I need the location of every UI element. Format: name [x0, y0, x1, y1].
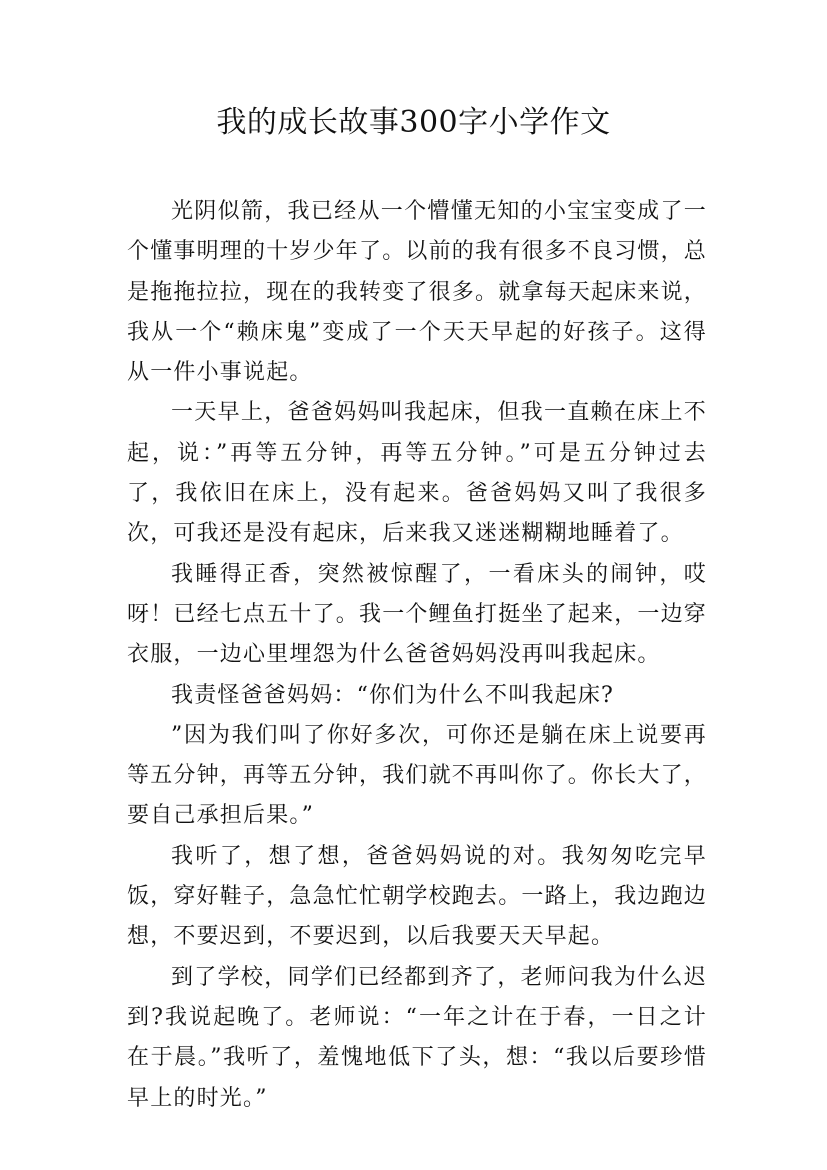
document-title: 我的成长故事300字小学作文	[216, 105, 611, 140]
paragraph: 光阴似箭，我已经从一个懵懂无知的小宝宝变成了一个懂事明理的十岁少年了。以前的我有很多不良习惯，总是拖拖拉拉，现在的我转变了很多。就拿每天起床来说，我从一个“赖床鬼”变成了一个天天早起的好孩子。这得从一件小事说起。	[127, 199, 708, 386]
document-body	[127, 192, 707, 1119]
paragraph: 我责怪爸爸妈妈：“你们为什么不叫我起床?	[171, 682, 615, 708]
paragraph: 一天早上，爸爸妈妈叫我起床，但我一直赖在床上不起，说：”再等五分钟，再等五分钟。”可是五分钟过去了，我依旧在床上，没有起来。爸爸妈妈又叫了我很多次，可我还是没有起床，后来我又迷迷糊糊地睡着了。	[127, 400, 707, 547]
paragraph: 我睡得正香，突然被惊醒了，一看床头的闹钟，哎呀！已经七点五十了。我一个鲤鱼打挺坐了起来，一边穿衣服，一边心里埋怨为什么爸爸妈妈没再叫我起床。	[127, 561, 708, 668]
paragraph: ”因为我们叫了你好多次，可你还是躺在床上说要再等五分钟，再等五分钟，我们就不再叫你了。你长大了，要自己承担后果。”	[127, 722, 708, 829]
paragraph: 到了学校，同学们已经都到齐了，老师问我为什么迟到?我说起晚了。老师说：“一年之计在于春，一日之计在于晨。”我听了，羞愧地低下了头，想：“我以后要珍惜早上的时光。”	[127, 964, 707, 1111]
paragraph: 我听了，想了想，爸爸妈妈说的对。我匆匆吃完早饭，穿好鞋子，急急忙忙朝学校跑去。一路上，我边跑边想，不要迟到，不要迟到，以后我要天天早起。	[127, 843, 708, 950]
